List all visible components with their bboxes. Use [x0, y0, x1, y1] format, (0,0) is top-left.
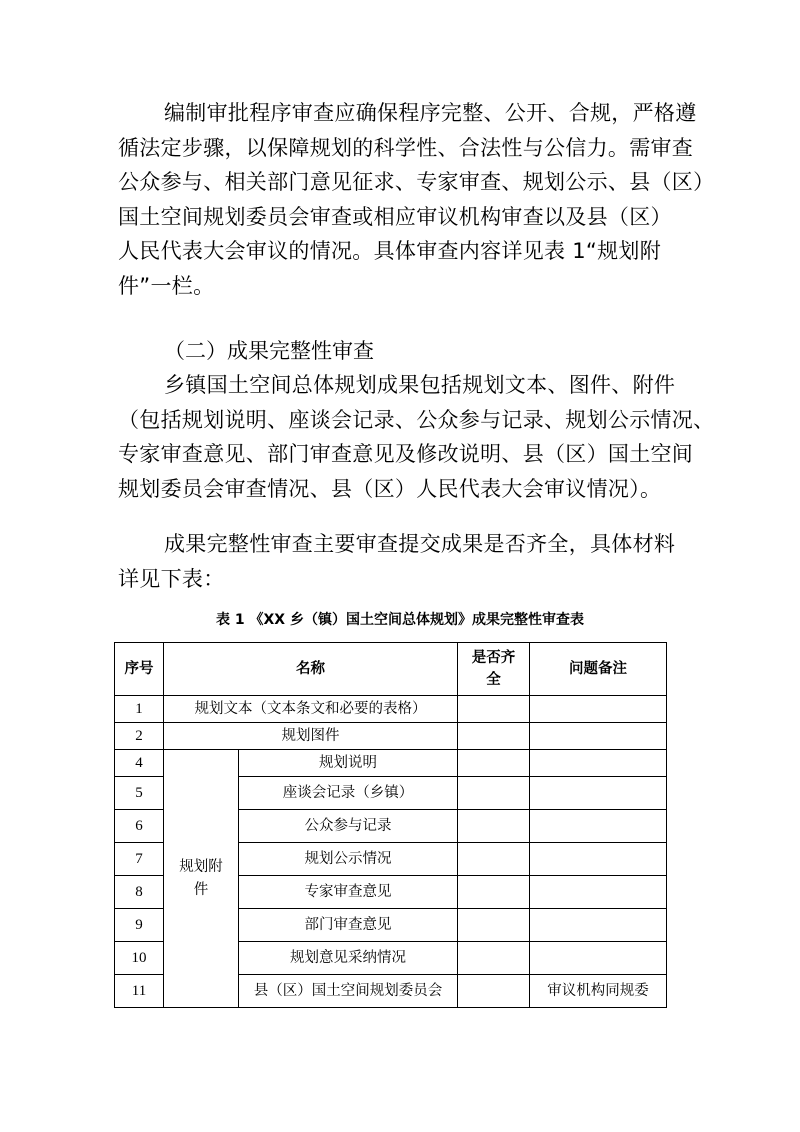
header-name: 名称: [164, 643, 458, 696]
cell-complete[interactable]: [458, 909, 530, 942]
cell-remark[interactable]: [530, 876, 667, 909]
cell-complete[interactable]: [458, 843, 530, 876]
cell-seq: 9: [115, 909, 164, 942]
cell-complete[interactable]: [458, 723, 530, 750]
header-complete-label: 是否齐全: [471, 649, 516, 688]
cell-remark[interactable]: 审议机构同规委: [530, 975, 667, 1008]
cell-seq: 1: [115, 696, 164, 723]
cell-name: 规划公示情况: [239, 843, 458, 876]
cell-complete[interactable]: [458, 696, 530, 723]
header-remark: 问题备注: [530, 643, 667, 696]
cell-complete[interactable]: [458, 942, 530, 975]
table-header-row: [115, 643, 667, 696]
text-line: 公众参与、相关部门意见征求、专家审查、规划公示、县（区）: [118, 170, 715, 194]
table-row: [115, 696, 667, 723]
cell-group-attachments: [164, 750, 239, 1008]
cell-remark[interactable]: [530, 777, 667, 810]
cell-remark[interactable]: [530, 909, 667, 942]
cell-complete[interactable]: [458, 876, 530, 909]
cell-remark[interactable]: [530, 810, 667, 843]
cell-name: 规划图件: [164, 723, 458, 750]
cell-complete[interactable]: [458, 975, 530, 1008]
cell-remark[interactable]: [530, 843, 667, 876]
cell-seq: 11: [115, 975, 164, 1008]
text-line: 编制审批程序审查应确保程序完整、公开、合规，严格遵: [164, 101, 697, 125]
cell-seq: 6: [115, 810, 164, 843]
text-line: 专家审查意见、部门审查意见及修改说明、县（区）国土空间: [118, 442, 694, 466]
header-complete: [458, 643, 530, 696]
table-caption: 表 1 《XX 乡（镇）国土空间总体规划》成果完整性审查表: [216, 612, 584, 628]
cell-name: 座谈会记录（乡镇）: [239, 777, 458, 810]
text-line: 件”一栏。: [118, 273, 215, 298]
cell-name: 规划说明: [239, 750, 458, 777]
cell-seq: 7: [115, 843, 164, 876]
text-line: 规划委员会审查情况、县（区）人民代表大会审议情况）。: [118, 476, 662, 501]
section-heading: （二）成果完整性审查: [164, 339, 374, 363]
cell-name: 公众参与记录: [239, 810, 458, 843]
group-label: 规划附件: [179, 858, 223, 898]
table-row: [115, 723, 667, 750]
text-line: 国土空间规划委员会审查或相应审议机构审查以及县（区）: [118, 204, 672, 229]
cell-name: 规划意见采纳情况: [239, 942, 458, 975]
text-line: 人民代表大会审议的情况。具体审查内容详见表 1“规划附: [118, 239, 662, 263]
cell-seq: 4: [115, 750, 164, 777]
paragraph-completeness-review: [118, 527, 688, 596]
cell-name: 规划文本（文本条文和必要的表格）: [164, 696, 458, 723]
text-line: （包括规划说明、座谈会记录、公众参与记录、规划公示情况、: [118, 407, 715, 432]
text-line: 成果完整性审查主要审查提交成果是否齐全，具体材料: [164, 532, 676, 556]
cell-remark[interactable]: [530, 696, 667, 723]
paragraph-outcome-contents: [118, 368, 715, 506]
cell-name: 县（区）国土空间规划委员会: [239, 975, 458, 1008]
cell-remark[interactable]: [530, 723, 667, 750]
paragraph-procedure-review: [118, 96, 715, 303]
cell-name: 专家审查意见: [239, 876, 458, 909]
cell-seq: 5: [115, 777, 164, 810]
cell-seq: 8: [115, 876, 164, 909]
text-line: 循法定步骤，以保障规划的科学性、合法性与公信力。需审查: [118, 135, 694, 160]
cell-complete[interactable]: [458, 777, 530, 810]
cell-remark[interactable]: [530, 750, 667, 777]
cell-seq: 10: [115, 942, 164, 975]
cell-remark[interactable]: [530, 942, 667, 975]
cell-complete[interactable]: [458, 750, 530, 777]
text-line: 乡镇国土空间总体规划成果包括规划文本、图件、附件: [164, 373, 676, 397]
header-seq: 序号: [115, 643, 164, 696]
completeness-review-table: [114, 642, 667, 1008]
table-row: [115, 750, 667, 777]
text-line: 详见下表：: [118, 566, 225, 591]
cell-complete[interactable]: [458, 810, 530, 843]
cell-name: 部门审查意见: [239, 909, 458, 942]
cell-seq: 2: [115, 723, 164, 750]
